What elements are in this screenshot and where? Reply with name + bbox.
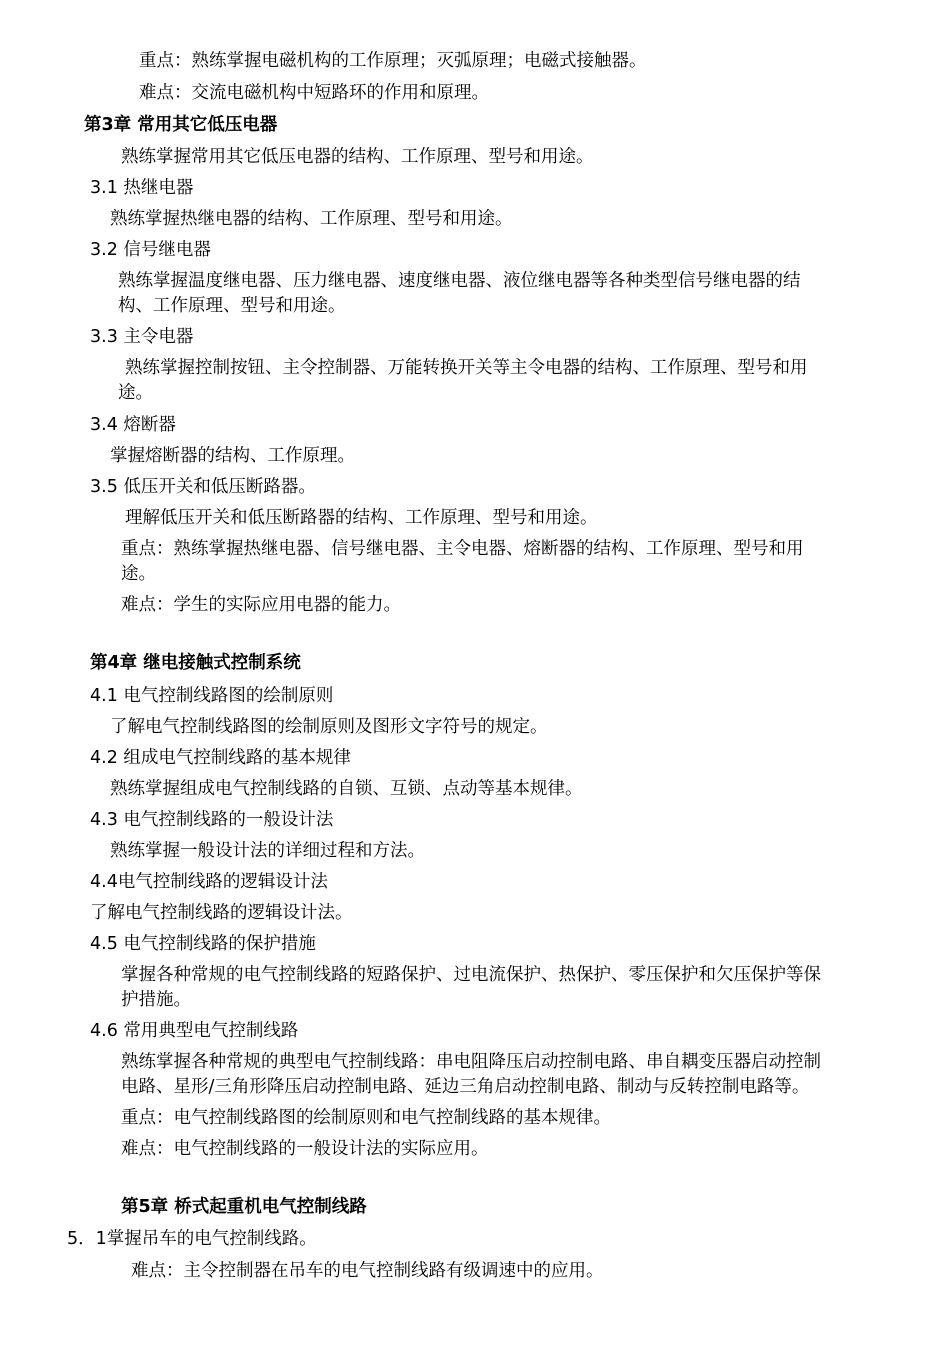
section-3-5-body: 理解低压开关和低压断路器的结构、工作原理、型号和用途。: [125, 508, 598, 528]
section-4-5-body-line2: 护措施。: [121, 990, 191, 1010]
chapter-4-difficulty: 难点：电气控制线路的一般设计法的实际应用。: [121, 1139, 489, 1159]
chapter-3-difficulty: 难点：学生的实际应用电器的能力。: [121, 595, 401, 615]
key-point-line: 重点：熟练掌握电磁机构的工作原理；灭弧原理；电磁式接触器。: [139, 51, 647, 71]
section-3-2-body-line2: 构、工作原理、型号和用途。: [118, 296, 346, 316]
section-3-2-title: 3.2 信号继电器: [90, 240, 211, 260]
chapter-3-key-points-line2: 途。: [121, 564, 156, 584]
difficulty-line: 难点：交流电磁机构中短路环的作用和原理。: [139, 83, 489, 103]
section-3-3-title: 3.3 主令电器: [90, 327, 194, 347]
section-3-5-title: 3.5 低压开关和低压断路器。: [90, 477, 316, 497]
section-4-4-title: 4.4电气控制线路的逻辑设计法: [90, 872, 328, 892]
section-4-1-body: 了解电气控制线路图的绘制原则及图形文字符号的规定。: [110, 717, 548, 737]
section-4-5-body-line1: 掌握各种常规的电气控制线路的短路保护、过电流保护、热保护、零压保护和欠压保护等保: [121, 965, 821, 985]
section-4-6-title: 4.6 常用典型电气控制线路: [90, 1021, 299, 1041]
section-3-3-body-line1: 熟练掌握控制按钮、主令控制器、万能转换开关等主令电器的结构、工作原理、型号和用: [125, 358, 808, 378]
section-4-5-title: 4.5 电气控制线路的保护措施: [90, 934, 316, 954]
section-4-4-body: 了解电气控制线路的逻辑设计法。: [90, 903, 353, 923]
section-4-6-body-line2: 电路、星形/三角形降压启动控制电路、延边三角启动控制电路、制动与反转控制电路等。: [121, 1077, 810, 1097]
chapter-3-title: 第3章 常用其它低压电器: [84, 115, 278, 135]
section-3-4-body: 掌握熔断器的结构、工作原理。: [110, 446, 355, 466]
section-3-1-body: 熟练掌握热继电器的结构、工作原理、型号和用途。: [110, 209, 513, 229]
section-3-1-title: 3.1 热继电器: [90, 178, 194, 198]
chapter-3-key-points-line1: 重点：熟练掌握热继电器、信号继电器、主令电器、熔断器的结构、工作原理、型号和用: [121, 539, 804, 559]
section-5-1: 5．1掌握吊车的电气控制线路。: [67, 1229, 317, 1249]
section-4-3-title: 4.3 电气控制线路的一般设计法: [90, 810, 334, 830]
section-4-3-body: 熟练掌握一般设计法的详细过程和方法。: [110, 841, 425, 861]
chapter-3-intro: 熟练掌握常用其它低压电器的结构、工作原理、型号和用途。: [121, 147, 594, 167]
section-4-2-body: 熟练掌握组成电气控制线路的自锁、互锁、点动等基本规律。: [110, 779, 583, 799]
section-3-3-body-line2: 途。: [118, 383, 153, 403]
section-3-2-body-line1: 熟练掌握温度继电器、压力继电器、速度继电器、液位继电器等各种类型信号继电器的结: [118, 271, 801, 291]
chapter-5-title: 第5章 桥式起重机电气控制线路: [121, 1197, 367, 1217]
section-4-6-body-line1: 熟练掌握各种常规的典型电气控制线路：串电阻降压启动控制电路、串自耦变压器启动控制: [121, 1052, 821, 1072]
chapter-4-title: 第4章 继电接触式控制系统: [90, 653, 301, 673]
section-3-4-title: 3.4 熔断器: [90, 415, 176, 435]
section-4-2-title: 4.2 组成电气控制线路的基本规律: [90, 748, 351, 768]
chapter-4-key-points: 重点：电气控制线路图的绘制原则和电气控制线路的基本规律。: [121, 1108, 611, 1128]
chapter-5-difficulty: 难点：主令控制器在吊车的电气控制线路有级调速中的应用。: [131, 1261, 604, 1281]
section-4-1-title: 4.1 电气控制线路图的绘制原则: [90, 686, 334, 706]
